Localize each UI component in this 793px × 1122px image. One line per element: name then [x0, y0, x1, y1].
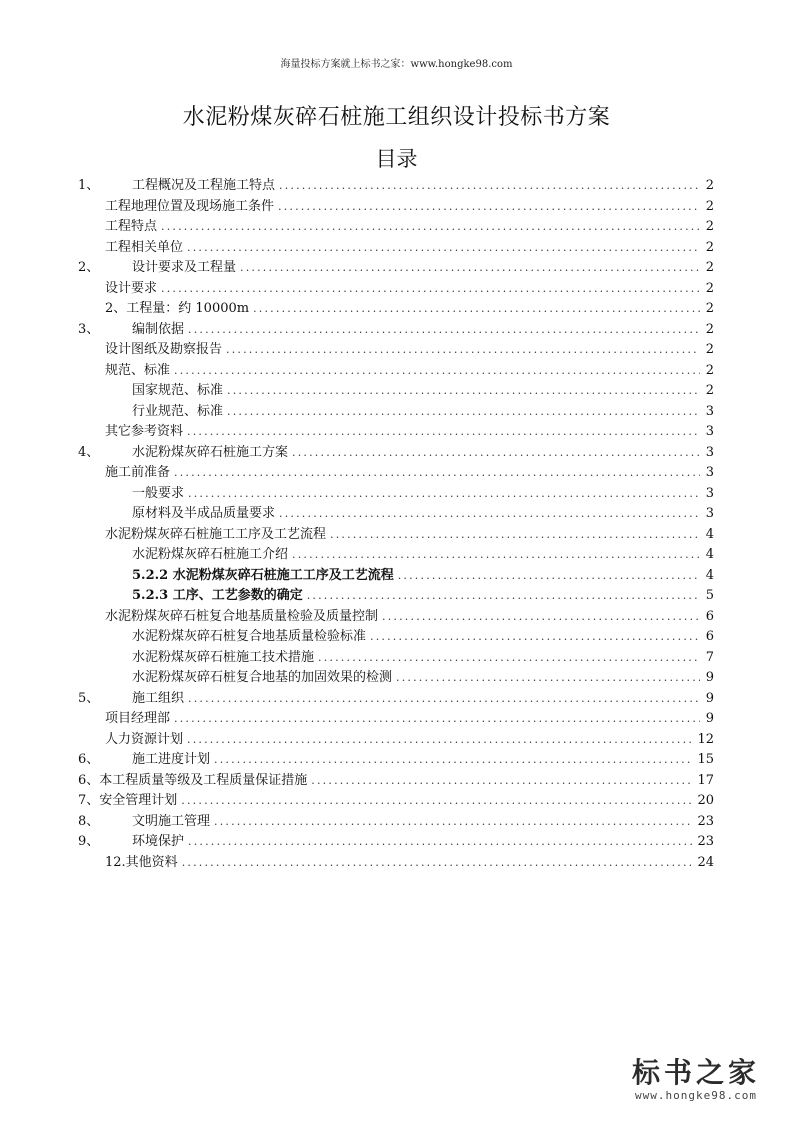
toc-entry[interactable] — [78, 812, 714, 833]
toc-entry-number: 6、 — [78, 752, 100, 767]
toc-entry-title: 原材料及半成品质量要求 — [132, 506, 276, 521]
toc-entry-title: 环境保护 — [132, 834, 185, 849]
toc-entry[interactable] — [78, 709, 714, 730]
toc-dot-leader — [240, 258, 700, 279]
toc-entry-title: 水泥粉煤灰碎石桩施工技术措施 — [132, 649, 315, 665]
toc-entry-page: 2 — [705, 383, 714, 398]
toc-entry[interactable] — [78, 422, 714, 443]
toc-dot-leader — [370, 627, 700, 648]
toc-heading: 目录 — [375, 147, 418, 171]
toc-entry-page: 2 — [705, 362, 714, 378]
toc-entry-page: 2 — [705, 219, 714, 234]
toc-dot-leader — [188, 832, 693, 853]
toc-entry-number: 3、 — [78, 321, 100, 337]
toc-entry-page: 12 — [697, 731, 714, 747]
toc-entry-page: 9 — [705, 690, 714, 706]
toc-entry[interactable] — [78, 586, 714, 607]
toc-entry-title: 人力资源计划 — [105, 731, 184, 747]
toc-dot-leader — [214, 750, 693, 771]
toc-dot-leader — [253, 299, 700, 320]
toc-entry-title: 水泥粉煤灰碎石桩施工工序及工艺流程 — [105, 526, 327, 542]
toc-entry[interactable] — [78, 320, 714, 341]
toc-entry-page: 17 — [697, 772, 714, 788]
toc-entry[interactable] — [78, 258, 714, 279]
toc-dot-leader — [214, 812, 693, 833]
toc-dot-leader — [278, 197, 700, 218]
toc-dot-leader — [279, 176, 700, 197]
brand-logo — [621, 1057, 771, 1102]
toc-entry-page: 7 — [705, 649, 714, 665]
toc-entry-page: 2 — [705, 342, 714, 357]
toc-entry-page: 3 — [705, 403, 714, 419]
toc-dot-leader — [292, 545, 700, 566]
toc-entry-title: 项目经理部 — [105, 711, 171, 726]
toc-entry-title: 编制依据 — [132, 321, 185, 337]
toc-entry-title: 水泥粉煤灰碎石桩复合地基质量检验标准 — [132, 629, 367, 644]
toc-entry[interactable] — [78, 566, 714, 587]
toc-dot-leader — [307, 586, 700, 607]
toc-entry-page: 3 — [705, 424, 714, 439]
toc-entry-title: 设计要求及工程量 — [132, 260, 237, 275]
toc-entry-page: 4 — [705, 547, 714, 562]
toc-entry-title: 施工前准备 — [105, 465, 171, 480]
toc-entry[interactable] — [78, 217, 714, 238]
toc-entry-title: 施工进度计划 — [132, 752, 211, 767]
toc-entry-title: 国家规范、标准 — [132, 383, 224, 398]
toc-entry-page: 2 — [705, 260, 714, 275]
toc-entry-page: 6 — [705, 608, 714, 624]
toc-entry-page: 23 — [697, 834, 714, 849]
toc-dot-leader — [188, 484, 700, 505]
toc-entry-page: 2 — [705, 198, 714, 214]
brand-url: www.hongke98.com — [635, 1089, 757, 1102]
toc-entry-page: 20 — [697, 793, 714, 808]
toc-entry-title: 水泥粉煤灰碎石桩复合地基质量检验及质量控制 — [105, 608, 379, 624]
toc-entry[interactable] — [78, 340, 714, 361]
toc-entry-title: 5.2.3 工序、工艺参数的确定 — [132, 588, 303, 603]
toc-entry-title: 工程概况及工程施工特点 — [132, 178, 276, 193]
toc-entry[interactable] — [78, 299, 714, 320]
toc-entry-title: 工程特点 — [105, 219, 158, 234]
table-of-contents — [78, 176, 714, 873]
toc-entry-title: 工程相关单位 — [105, 239, 184, 255]
toc-dot-leader — [181, 791, 693, 812]
toc-entry-page: 2 — [705, 321, 714, 337]
toc-entry[interactable] — [78, 627, 714, 648]
toc-dot-leader — [311, 771, 693, 792]
toc-entry[interactable] — [78, 853, 714, 874]
toc-entry-title: 7、安全管理计划 — [78, 793, 178, 808]
toc-dot-leader — [279, 504, 700, 525]
toc-entry-title: 水泥粉煤灰碎石桩复合地基的加固效果的检测 — [132, 670, 393, 685]
toc-entry-page: 2 — [705, 280, 714, 296]
toc-entry-page: 23 — [697, 813, 714, 829]
toc-entry-title: 设计要求 — [105, 280, 158, 296]
toc-entry[interactable] — [78, 361, 714, 382]
toc-entry[interactable] — [78, 279, 714, 300]
toc-dot-leader — [187, 730, 693, 751]
toc-dot-leader — [174, 709, 700, 730]
toc-entry[interactable] — [78, 443, 714, 464]
toc-entry-page: 3 — [705, 465, 714, 480]
toc-entry-page: 9 — [705, 711, 714, 726]
toc-dot-leader — [330, 525, 700, 546]
toc-entry[interactable] — [78, 730, 714, 751]
toc-entry[interactable] — [78, 176, 714, 197]
toc-entry[interactable] — [78, 668, 714, 689]
toc-entry-page: 3 — [705, 444, 714, 460]
toc-entry-page: 9 — [705, 670, 714, 685]
toc-dot-leader — [227, 381, 700, 402]
toc-entry-title: 工程地理位置及现场施工条件 — [105, 198, 275, 214]
document-title: 水泥粉煤灰碎石桩施工组织设计投标书方案 — [182, 105, 611, 130]
toc-dot-leader — [182, 853, 694, 874]
toc-entry-title: 2、工程量：约 10000m — [105, 301, 250, 316]
toc-entry[interactable] — [78, 545, 714, 566]
toc-dot-leader — [187, 238, 700, 259]
toc-dot-leader — [227, 402, 700, 423]
toc-entry-page: 2 — [705, 301, 714, 316]
toc-entry[interactable] — [78, 238, 714, 259]
toc-entry-number: 2、 — [78, 260, 100, 275]
toc-entry[interactable] — [78, 484, 714, 505]
toc-entry-page: 2 — [705, 178, 714, 193]
toc-entry-title: 施工组织 — [132, 690, 185, 706]
toc-entry[interactable] — [78, 504, 714, 525]
toc-entry[interactable] — [78, 402, 714, 423]
toc-dot-leader — [292, 443, 700, 464]
toc-entry[interactable] — [78, 689, 714, 710]
toc-dot-leader — [226, 340, 700, 361]
toc-dot-leader — [398, 566, 700, 587]
toc-entry-page: 4 — [705, 567, 714, 583]
toc-entry-number: 8、 — [78, 813, 100, 829]
toc-entry[interactable] — [78, 832, 714, 853]
toc-entry[interactable] — [78, 771, 714, 792]
brand-name: 标书之家 — [631, 1056, 760, 1089]
toc-entry-title: 水泥粉煤灰碎石桩施工介绍 — [132, 547, 289, 562]
toc-entry-title: 6、本工程质量等级及工程质量保证措施 — [78, 772, 308, 788]
toc-dot-leader — [174, 361, 700, 382]
toc-entry-page: 5 — [705, 588, 714, 603]
toc-dot-leader — [318, 648, 700, 669]
toc-dot-leader — [161, 279, 700, 300]
toc-entry-number: 1、 — [78, 178, 100, 193]
toc-entry-title: 水泥粉煤灰碎石桩施工方案 — [132, 444, 289, 460]
toc-entry-page: 2 — [705, 239, 714, 255]
header-note: 海量投标方案就上标书之家：www.hongke98.com — [280, 59, 513, 70]
toc-entry-number: 4、 — [78, 444, 100, 460]
toc-entry-title: 设计图纸及勘察报告 — [105, 342, 223, 357]
toc-entry[interactable] — [78, 648, 714, 669]
toc-entry-title: 12.其他资料 — [105, 854, 178, 870]
toc-entry-number: 9、 — [78, 834, 100, 849]
toc-entry-title: 规范、标准 — [105, 362, 171, 378]
toc-entry-page: 4 — [705, 526, 714, 542]
toc-entry-number: 5、 — [78, 690, 100, 706]
toc-dot-leader — [188, 320, 700, 341]
toc-entry[interactable] — [78, 607, 714, 628]
toc-entry[interactable] — [78, 525, 714, 546]
toc-entry[interactable] — [78, 791, 714, 812]
toc-dot-leader — [188, 689, 700, 710]
toc-dot-leader — [161, 217, 700, 238]
toc-entry-title: 一般要求 — [132, 485, 185, 501]
toc-entry-page: 3 — [705, 506, 714, 521]
toc-entry-page: 3 — [705, 485, 714, 501]
toc-entry-title: 行业规范、标准 — [132, 403, 224, 419]
toc-dot-leader — [187, 422, 700, 443]
toc-entry[interactable] — [78, 750, 714, 771]
toc-entry[interactable] — [78, 197, 714, 218]
toc-dot-leader — [382, 607, 700, 628]
toc-entry-page: 15 — [697, 752, 714, 767]
toc-dot-leader — [396, 668, 700, 689]
toc-entry-title: 其它参考资料 — [105, 424, 184, 439]
toc-entry-title: 5.2.2 水泥粉煤灰碎石桩施工工序及工艺流程 — [132, 567, 394, 583]
toc-entry[interactable] — [78, 463, 714, 484]
toc-entry-page: 24 — [697, 854, 714, 870]
toc-dot-leader — [174, 463, 700, 484]
toc-entry[interactable] — [78, 381, 714, 402]
toc-entry-page: 6 — [705, 629, 714, 644]
toc-entry-title: 文明施工管理 — [132, 813, 211, 829]
